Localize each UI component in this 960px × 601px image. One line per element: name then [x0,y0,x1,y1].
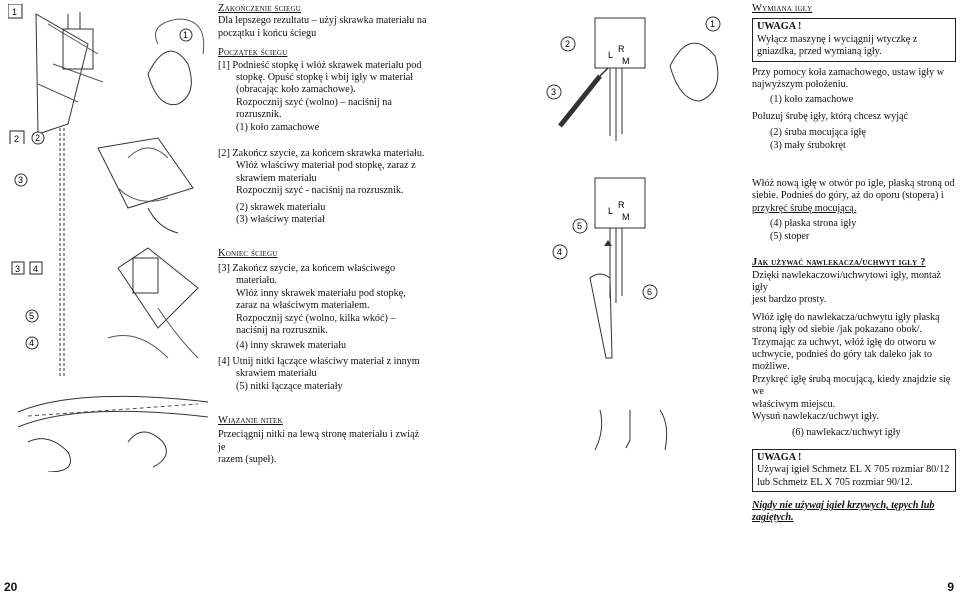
text-line: (2) skrawek materiału [236,201,326,213]
text-line: stopkę. Opuść stopkę i wbij igły w materiał [236,72,414,84]
warning-title: UWAGA ! [757,21,802,33]
text-line: (4) płaska strona igły [770,218,857,230]
svg-text:M: M [622,56,630,66]
text-line: Przy pomocy koła zamachowego, ustaw igły w [752,66,945,78]
text-line: razem (supeł). [218,454,277,466]
panel-number: 1 [12,7,18,17]
text-line: (5) stoper [770,230,810,242]
warning-text: Używaj igieł Schmetz EL X 705 rozmiar 80/12 [757,464,950,476]
text-line: przykręć śrubę mocującą. [752,202,857,214]
text-line: (6) nawlekacz/uchwyt igły [792,427,901,439]
section-heading: Koniec ściegu [218,247,278,259]
warning-title: UWAGA ! [757,451,802,463]
text-line: naciśnij na rozrusznik. [236,324,328,336]
text-line: Wysuń nawlekacz/uchwyt igły. [752,410,879,422]
page-number-left: 20 [4,580,18,594]
text-line: stroną igły od siebie /jak pokazano obok/. [752,324,923,336]
svg-text:L: L [608,206,614,216]
svg-text:3: 3 [18,175,24,185]
text-line: Trzymając za uchwyt, włóż igłę do otworu w [752,336,937,348]
text-line: Przeciągnij nitki na lewą stronę materiału i zwiąż je [218,429,420,453]
paragraph: Dla lepszego rezultatu – użyj skrawka materiału na początku i końcu ściegu [218,15,427,39]
illustration-bent-needles [590,405,690,455]
svg-text:R: R [618,44,625,54]
svg-text:R: R [618,200,625,210]
svg-text:4: 4 [557,247,563,257]
text-line: Rozpocznij szyć - naciśnij na rozrusznik. [236,185,404,197]
text-line: (1) koło zamachowe [236,121,320,133]
section-heading: Wymiana igły [752,3,813,14]
illustration-tie-threads [8,382,208,472]
warning-text: lub Schmetz EL X 705 rozmiar 90/12. [757,476,913,488]
text-line: skrawiem materiału [236,172,317,184]
right-text-column [752,3,956,525]
svg-text:2: 2 [35,133,41,143]
text-line: Włóż nową igłę w otwór po igle, płaską stroną od [752,178,955,190]
illustration-needle-change [540,6,740,156]
svg-text:6: 6 [647,287,653,297]
svg-text:4: 4 [29,338,35,348]
warning-note: Nigdy nie używaj igieł krzywych, tępych lub zagiętych. [752,500,935,524]
text-line: rozrusznik. [236,109,282,121]
text-line: najwyższym położeniu. [752,79,849,91]
text-line: właściwym miejscu. [752,398,836,410]
page-number-right: 9 [947,580,954,594]
svg-text:5: 5 [29,311,35,321]
text-line: [1] Podnieść stopkę i włóż skrawek materiału pod [218,59,422,71]
text-line: (3) właściwy materiał [236,214,325,226]
text-line: uchwycie, podnieś do góry tak daleko jak to [752,348,932,360]
text-line: Rozpocznij szyć (wolno, kilka wkóć) – [236,312,396,324]
warning-text: Wyłącz maszynę i wyciągnij wtyczkę z gniazdka, przed wymianą igły. [757,33,918,58]
text-line: Przykręć igłę śrubą mocującą, kiedy znajdzie się we [752,373,951,398]
warning-box-needles [752,449,956,492]
svg-text:5: 5 [577,221,583,231]
text-line: Włóż inny skrawek materiału pod stopkę, [236,287,406,299]
text-line: [4] Utnij nitki łączące właściwy materiał z innym [218,355,420,367]
svg-text:M: M [622,212,630,222]
illustration-insert-needle [540,168,740,368]
text-line: [3] Zakończ szycie, za końcem właściwego [218,262,396,274]
text-line: Rozpocznij szyć (wolno) – naciśnij na [236,96,392,108]
text-line: możliwe. [752,361,790,373]
text-line: (3) mały śrubokręt [770,139,846,151]
text-line: (4) inny skrawek materiału [236,340,347,352]
text-line: (1) koło zamachowe [770,94,854,106]
text-line: (obracając koło zamachowe). [236,84,356,96]
text-line: Dzięki nawlekaczowi/uchwytowi igły, montaż igły [752,269,941,293]
left-text-column [218,3,428,467]
text-line: materiału. [236,275,278,287]
text-line: zaraz na właściwym materiałem. [236,300,370,312]
text-line: [2] Zakończ szycie, za końcem skrawka materiału. [218,148,425,160]
svg-text:L: L [608,50,614,60]
text-line: (2) śruba mocująca igłę [770,127,866,139]
section-heading: Wiązanie nitek [218,414,283,426]
text-line: Poluzuj śrubę igły, którą chcesz wyjąć [752,110,909,122]
svg-text:3: 3 [551,87,557,97]
illustration-start-stitch [8,4,208,144]
svg-text:3: 3 [15,264,21,274]
illustration-end-stitch [8,238,208,378]
text-line: Włóż igłę do nawlekacza/uchwytu igły płaską [752,311,940,323]
text-line: (5) nitki łączące materiały [236,380,343,392]
section-heading: Początek ściegu [218,47,288,59]
text-line: Włóż właściwy materiał pod stopkę, zaraz z [236,160,416,172]
svg-text:2: 2 [565,39,571,49]
svg-text:1: 1 [710,19,716,29]
text-line: jest bardzo prosty. [752,294,827,306]
panel-number: 2 [14,134,20,144]
text-line: skrawiem materiału [236,368,317,380]
marker: 1 [183,30,189,40]
section-heading: Zakończenie ściegu [218,3,302,14]
warning-box [752,18,956,61]
text-line: siebie. Podnieś do góry, aż do oporu (stopera) i [752,190,944,202]
section-heading: Jak używać nawlekacza/uchwyt igły ? [752,257,926,269]
illustration-skrawek [8,128,208,238]
svg-text:4: 4 [33,264,39,274]
